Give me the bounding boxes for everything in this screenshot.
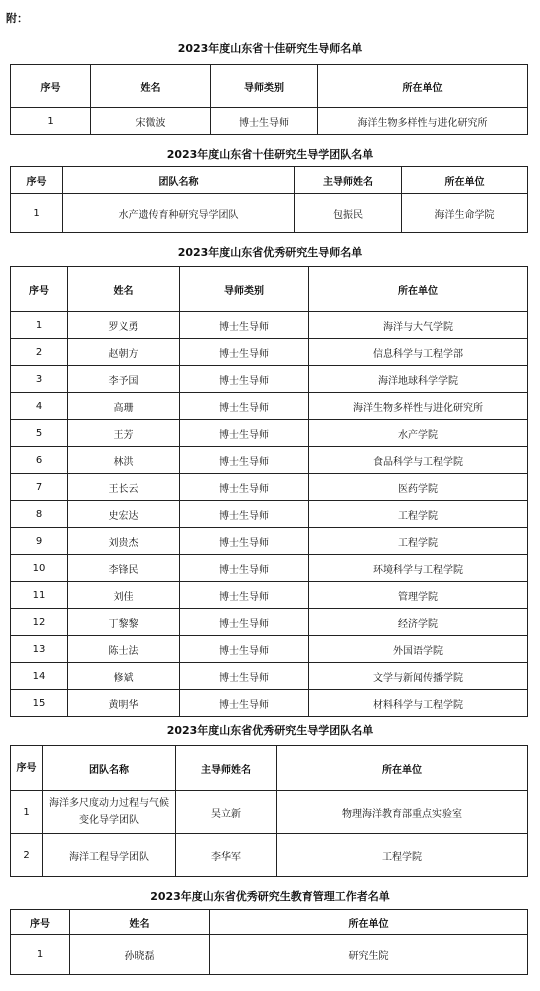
table-cell: 水产学院 (309, 420, 528, 447)
table-cell: 13 (11, 636, 68, 663)
table-cell: 信息科学与工程学部 (309, 339, 528, 366)
table-cell: 李华军 (176, 834, 277, 877)
table-cell: 水产遗传育种研究导学团队 (63, 194, 295, 233)
section-title: 2023年度山东省优秀研究生导学团队名单 (166, 724, 374, 737)
table-cell: 博士生导师 (180, 528, 309, 555)
award-table (10, 266, 528, 717)
table-cell: 3 (11, 366, 68, 393)
table-row (11, 834, 528, 877)
table-row (11, 791, 528, 834)
header-cell: 导师类别 (180, 267, 309, 312)
table-cell: 6 (11, 447, 68, 474)
header-cell: 序号 (11, 267, 68, 312)
table-row (11, 447, 528, 474)
header-cell: 所在单位 (309, 267, 528, 312)
table-cell: 博士生导师 (180, 582, 309, 609)
table-row (11, 339, 528, 366)
table-cell: 2 (11, 339, 68, 366)
table-cell: 8 (11, 501, 68, 528)
table-cell: 丁黎黎 (68, 609, 180, 636)
header-cell: 主导师姓名 (295, 167, 402, 194)
table-cell: 罗义勇 (68, 312, 180, 339)
header-cell: 姓名 (68, 267, 180, 312)
table-cell: 博士生导师 (180, 474, 309, 501)
table-cell: 赵朝方 (68, 339, 180, 366)
table-header-row (11, 746, 528, 791)
section-title: 2023年度山东省十佳研究生导师名单 (177, 42, 363, 55)
table-cell: 物理海洋教育部重点实验室 (277, 791, 528, 834)
annex-label: 附： (6, 12, 28, 25)
table-cell: 博士生导师 (180, 501, 309, 528)
table-cell: 刘贵杰 (68, 528, 180, 555)
excellent-mentor-rows (11, 312, 528, 717)
table-row (11, 108, 528, 135)
table-cell: 史宏达 (68, 501, 180, 528)
table-cell: 博士生导师 (180, 420, 309, 447)
header-cell: 序号 (11, 746, 43, 791)
header-cell: 主导师姓名 (176, 746, 277, 791)
section-title: 2023年度山东省优秀研究生教育管理工作者名单 (150, 890, 390, 903)
header-cell: 所在单位 (318, 65, 528, 108)
table-cell: 吴立新 (176, 791, 277, 834)
table-cell: 工程学院 (309, 528, 528, 555)
header-cell: 团队名称 (43, 746, 176, 791)
table-row (11, 582, 528, 609)
table-cell: 海洋与大气学院 (309, 312, 528, 339)
table-cell: 4 (11, 393, 68, 420)
table-cell: 海洋生命学院 (402, 194, 528, 233)
award-table (10, 745, 528, 877)
header-cell: 序号 (11, 65, 91, 108)
table-row (11, 474, 528, 501)
table-cell: 博士生导师 (180, 339, 309, 366)
table-row (11, 528, 528, 555)
table-cell: 高珊 (68, 393, 180, 420)
table-row (11, 663, 528, 690)
table-cell: 海洋地球科学学院 (309, 366, 528, 393)
table-cell: 15 (11, 690, 68, 717)
table-cell: 食品科学与工程学院 (309, 447, 528, 474)
table-cell: 9 (11, 528, 68, 555)
table-cell: 博士生导师 (180, 312, 309, 339)
award-table (10, 166, 528, 233)
table-header-row (11, 65, 528, 108)
table-cell: 环境科学与工程学院 (309, 555, 528, 582)
table-cell: 宋微波 (91, 108, 211, 135)
table-cell: 工程学院 (309, 501, 528, 528)
table-cell: 海洋工程导学团队 (43, 834, 176, 877)
table-cell: 李锋民 (68, 555, 180, 582)
table-cell: 7 (11, 474, 68, 501)
header-cell: 姓名 (70, 910, 210, 935)
table-cell: 李予国 (68, 366, 180, 393)
table-cell: 修斌 (68, 663, 180, 690)
table-row (11, 555, 528, 582)
table-row (11, 366, 528, 393)
header-cell: 姓名 (91, 65, 211, 108)
table-header-row (11, 910, 528, 935)
table-cell: 1 (11, 108, 91, 135)
header-cell: 所在单位 (210, 910, 528, 935)
table-cell: 博士生导师 (180, 663, 309, 690)
table-cell: 博士生导师 (211, 108, 318, 135)
table-cell: 博士生导师 (180, 447, 309, 474)
table-row (11, 636, 528, 663)
table-cell: 海洋生物多样性与进化研究所 (309, 393, 528, 420)
table-cell: 1 (11, 312, 68, 339)
header-cell: 序号 (11, 910, 70, 935)
table-cell: 11 (11, 582, 68, 609)
table-row (11, 690, 528, 717)
table-cell: 博士生导师 (180, 555, 309, 582)
table-cell: 孙晓磊 (70, 935, 210, 975)
table-row (11, 420, 528, 447)
table-cell: 管理学院 (309, 582, 528, 609)
header-cell: 导师类别 (211, 65, 318, 108)
section-title: 2023年度山东省十佳研究生导学团队名单 (166, 148, 374, 161)
header-cell: 所在单位 (402, 167, 528, 194)
header-cell: 序号 (11, 167, 63, 194)
table-cell: 研究生院 (210, 935, 528, 975)
table-cell: 博士生导师 (180, 636, 309, 663)
table-cell: 1 (11, 935, 70, 975)
table-cell: 材料科学与工程学院 (309, 690, 528, 717)
table-cell: 海洋多尺度动力过程与气候变化导学团队 (43, 791, 176, 834)
table-cell: 博士生导师 (180, 690, 309, 717)
header-cell: 所在单位 (277, 746, 528, 791)
table-cell: 1 (11, 791, 43, 834)
award-table (10, 64, 528, 135)
table-cell: 海洋生物多样性与进化研究所 (318, 108, 528, 135)
table-cell: 10 (11, 555, 68, 582)
table-row (11, 393, 528, 420)
table-cell: 刘佳 (68, 582, 180, 609)
table-cell: 外国语学院 (309, 636, 528, 663)
table-cell: 博士生导师 (180, 366, 309, 393)
table-cell: 1 (11, 194, 63, 233)
table-header-row (11, 167, 528, 194)
table-cell: 博士生导师 (180, 393, 309, 420)
table-cell: 工程学院 (277, 834, 528, 877)
table-cell: 黄明华 (68, 690, 180, 717)
table-cell: 陈士法 (68, 636, 180, 663)
table-row (11, 194, 528, 233)
table-cell: 王芳 (68, 420, 180, 447)
table-row (11, 609, 528, 636)
table-cell: 14 (11, 663, 68, 690)
table-cell: 5 (11, 420, 68, 447)
section-title: 2023年度山东省优秀研究生导师名单 (177, 246, 363, 259)
table-header-row (11, 267, 528, 312)
table-cell: 博士生导师 (180, 609, 309, 636)
table-cell: 林洪 (68, 447, 180, 474)
table-cell: 医药学院 (309, 474, 528, 501)
award-table (10, 909, 528, 975)
table-cell: 经济学院 (309, 609, 528, 636)
table-cell: 2 (11, 834, 43, 877)
table-row (11, 312, 528, 339)
header-cell: 团队名称 (63, 167, 295, 194)
table-cell: 王长云 (68, 474, 180, 501)
table-cell: 12 (11, 609, 68, 636)
table-cell: 文学与新闻传播学院 (309, 663, 528, 690)
table-cell: 包振民 (295, 194, 402, 233)
table-row (11, 935, 528, 975)
table-row (11, 501, 528, 528)
